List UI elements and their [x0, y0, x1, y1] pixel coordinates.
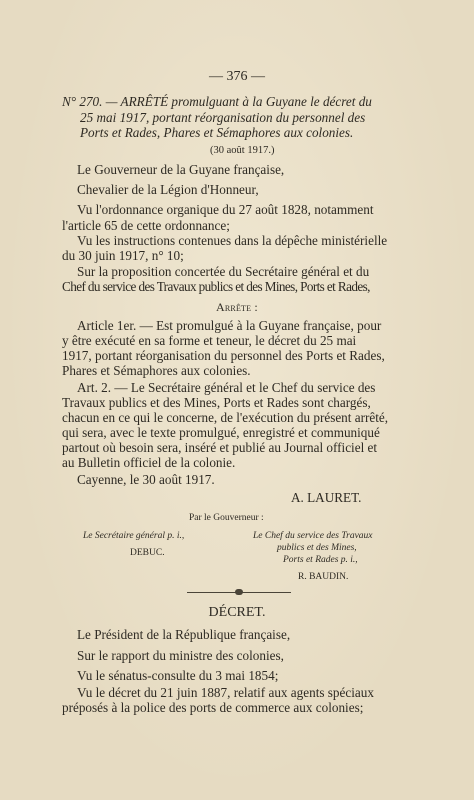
preamble-vu-ordonnance: Vu l'ordonnance organique du 27 août 1828, notamment	[77, 202, 374, 217]
preamble-gouverneur: Le Gouverneur de la Guyane française,	[77, 162, 285, 177]
article-1-line-2: y être exécuté en sa forme et teneur, le décret du 25 mai	[62, 333, 357, 348]
article-2-line-6: au Bulletin officiel de la colonie.	[62, 455, 236, 470]
chef-service-line-3: Ports et Rades p. i.,	[283, 555, 358, 565]
place-date: Cayenne, le 30 août 1917.	[77, 472, 215, 487]
article-1-line-3: 1917, portant réorganisation du personnel des Ports et Rades,	[62, 348, 385, 363]
arrete-title-line-1: N° 270. — ARRÊTÉ promulguant à la Guyane le décret du	[62, 94, 372, 109]
article-2-line-4: qui sera, avec le texte promulgué, enregistré et communiqué	[62, 425, 380, 440]
chef-service-line-2: publics et des Mines,	[277, 543, 357, 553]
par-le-gouverneur: Par le Gouverneur :	[189, 513, 264, 523]
chef-service-line-1: Le Chef du service des Travaux	[253, 531, 373, 541]
article-1-line-1: Article 1er. — Est promulgué à la Guyane française, pour	[77, 318, 382, 333]
decret-president: Le Président de la République française,	[77, 627, 291, 642]
decret-heading: DÉCRET.	[208, 605, 266, 620]
page-number: — 376 —	[209, 69, 265, 84]
preamble-sur-proposition: Sur la proposition concertée du Secrétaire général et du	[77, 264, 370, 279]
secretaire-general-name: DEBUC.	[130, 548, 165, 558]
governor-signature: A. LAURET.	[291, 490, 362, 505]
separator-ornament	[235, 589, 243, 595]
article-1-line-4: Phares et Sémaphores aux colonies.	[62, 363, 251, 378]
arrete-title-line-2: 25 mai 1917, portant réorganisation du personnel des	[80, 110, 366, 125]
arrete-heading: Arrête :	[216, 300, 258, 314]
preamble-sur-proposition-cont: Chef du service des Travaux publics et des Mines, Ports et Rades,	[62, 279, 370, 294]
article-2-line-3: chacun en ce qui le concerne, de l'exécution du présent arrêté,	[62, 410, 389, 425]
arrete-title-line-3: Ports et Rades, Phares et Sémaphores aux colonies.	[80, 125, 354, 140]
arrete-date: (30 août 1917.)	[210, 145, 275, 156]
decret-vu-decret-cont: préposés à la police des ports de commerce aux colonies;	[62, 700, 364, 715]
preamble-vu-instructions-cont: du 30 juin 1917, n° 10;	[62, 248, 184, 263]
preamble-vu-ordonnance-cont: l'article 65 de cette ordonnance;	[62, 218, 230, 233]
chef-service-name: R. BAUDIN.	[298, 572, 349, 582]
decret-sur-rapport: Sur le rapport du ministre des colonies,	[77, 648, 284, 663]
preamble-vu-instructions: Vu les instructions contenues dans la dépêche ministérielle	[77, 233, 388, 248]
decret-vu-decret: Vu le décret du 21 juin 1887, relatif aux agents spéciaux	[77, 685, 374, 700]
article-2-line-1: Art. 2. — Le Secrétaire général et le Chef du service des	[77, 380, 376, 395]
preamble-chevalier: Chevalier de la Légion d'Honneur,	[77, 182, 259, 197]
article-2-line-5: partout où besoin sera, inséré et publié au Journal officiel et	[62, 440, 378, 455]
decret-vu-senatus: Vu le sénatus-consulte du 3 mai 1854;	[77, 668, 279, 683]
article-2-line-2: Travaux publics et des Mines, Ports et Rades sont chargés,	[62, 395, 371, 410]
secretaire-general-title: Le Secrétaire général p. i.,	[83, 531, 185, 541]
